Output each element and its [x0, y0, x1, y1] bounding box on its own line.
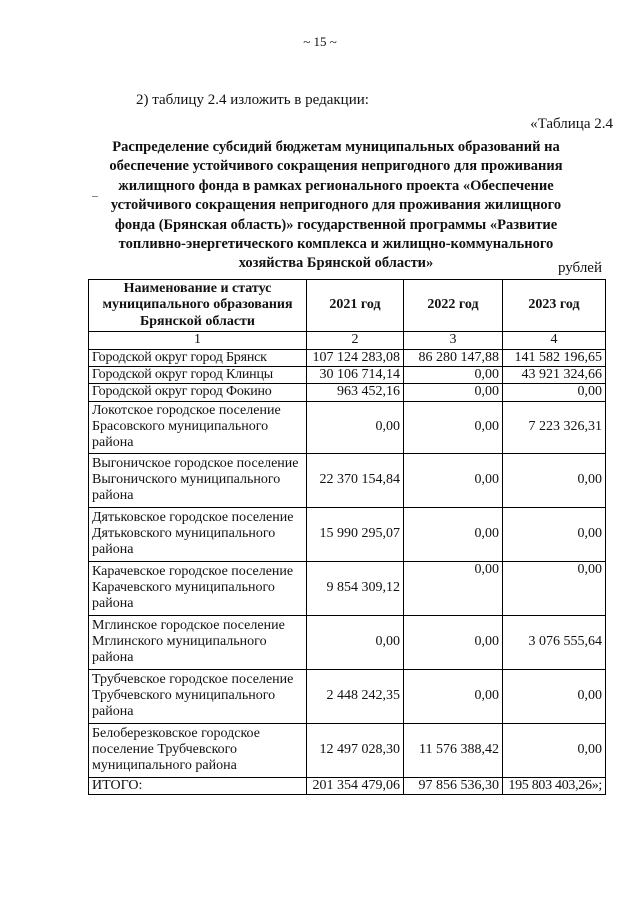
value-cell: 0,00: [404, 561, 503, 615]
municipality-cell: Городской округ город Брянск: [89, 350, 307, 367]
title-line: фонда (Брянская область)» государственной программы «Развитие: [114, 216, 558, 233]
value-cell: 0,00: [503, 384, 606, 401]
index-cell: 4: [503, 332, 606, 350]
total-row: [89, 777, 606, 794]
header-2023: 2023 год: [503, 280, 606, 332]
value-cell: 0,00: [404, 453, 503, 507]
value-cell: 3 076 555,64: [503, 615, 606, 669]
value-cell: 0,00: [404, 401, 503, 453]
total-value: 97 856 536,30: [404, 777, 503, 794]
value-cell: 30 106 714,14: [307, 367, 404, 384]
header-2022: 2022 год: [404, 280, 503, 332]
table-row: [89, 367, 606, 384]
table-row: [89, 350, 606, 367]
value-cell: 0,00: [503, 507, 606, 561]
table-row: [89, 401, 606, 453]
value-cell: 43 921 324,66: [503, 367, 606, 384]
municipality-cell: Городской округ город Фокино: [89, 384, 307, 401]
value-cell: 0,00: [404, 507, 503, 561]
value-cell: 0,00: [503, 453, 606, 507]
value-cell: 0,00: [503, 723, 606, 777]
table-row: [89, 723, 606, 777]
municipality-cell: Дятьковское городское поселение Дятьковского муниципального района: [89, 507, 307, 561]
amendment-intro: 2) таблицу 2.4 изложить в редакции:: [136, 92, 369, 108]
table-header-row: [89, 280, 606, 332]
municipality-cell: Трубчевское городское поселение Трубчевского муниципального района: [89, 669, 307, 723]
value-cell: 0,00: [404, 669, 503, 723]
value-cell: 0,00: [503, 561, 606, 615]
title-line: Распределение субсидий бюджетам муниципальных образований на: [112, 139, 560, 155]
value-cell: 107 124 283,08: [307, 350, 404, 367]
subsidy-table: [88, 279, 606, 795]
municipality-cell: Мглинское городское поселение Мглинского муниципального района: [89, 615, 307, 669]
title-line: хозяйства Брянской области»: [238, 255, 434, 272]
table-row: [89, 507, 606, 561]
value-cell: 0,00: [404, 384, 503, 401]
municipality-cell: Выгоничское городское поселение Выгоничского муниципального района: [89, 453, 307, 507]
table-row: [89, 615, 606, 669]
unit-label: рублей: [557, 260, 602, 276]
value-cell: 86 280 147,88: [404, 350, 503, 367]
index-cell: 3: [404, 332, 503, 350]
municipality-cell: Карачевское городское поселение Карачевского муниципального района: [89, 561, 307, 615]
value-cell: 11 576 388,42: [404, 723, 503, 777]
header-2021: 2021 год: [307, 280, 404, 332]
title-line: топливно-энергетического комплекса и жилищно-коммунального: [118, 236, 554, 253]
table-row: [89, 384, 606, 401]
municipality-cell: Белоберезковское городское поселение Трубчевского муниципального района: [89, 723, 307, 777]
table-row: [89, 669, 606, 723]
value-cell: 0,00: [404, 615, 503, 669]
municipality-cell: Городской округ город Клинцы: [89, 367, 307, 384]
value-cell: 963 452,16: [307, 384, 404, 401]
municipality-cell: Локотское городское поселение Брасовского муниципального района: [89, 401, 307, 453]
total-value: 201 354 479,06: [307, 777, 404, 794]
title-line: жилищного фонда в рамках регионального проекта «Обеспечение: [118, 177, 554, 194]
value-cell: 7 223 326,31: [503, 401, 606, 453]
value-cell: 0,00: [307, 615, 404, 669]
total-value: 195 803 403,26»;: [503, 777, 606, 794]
value-cell: 0,00: [404, 367, 503, 384]
index-row: [89, 332, 606, 350]
title-line: обеспечение устойчивого сокращения непригодного для проживания: [109, 158, 563, 175]
header-municipality: Наименование и статус муниципального образования Брянской области: [89, 280, 307, 332]
total-label: ИТОГО:: [89, 777, 307, 794]
value-cell: 12 497 028,30: [307, 723, 404, 777]
table-label: «Таблица 2.4: [530, 116, 613, 132]
page-number: ~ 15 ~: [303, 34, 337, 49]
table-row: [89, 453, 606, 507]
index-cell: 1: [89, 332, 307, 350]
value-cell: 2 448 242,35: [307, 669, 404, 723]
value-cell: 9 854 309,12: [307, 561, 404, 615]
value-cell: 141 582 196,65: [503, 350, 606, 367]
value-cell: 0,00: [307, 401, 404, 453]
value-cell: 22 370 154,84: [307, 453, 404, 507]
document-title: [96, 138, 576, 274]
table-row: [89, 561, 606, 615]
value-cell: 15 990 295,07: [307, 507, 404, 561]
value-cell: 0,00: [503, 669, 606, 723]
index-cell: 2: [307, 332, 404, 350]
title-line: устойчивого сокращения непригодного для проживания жилищного: [110, 197, 562, 214]
